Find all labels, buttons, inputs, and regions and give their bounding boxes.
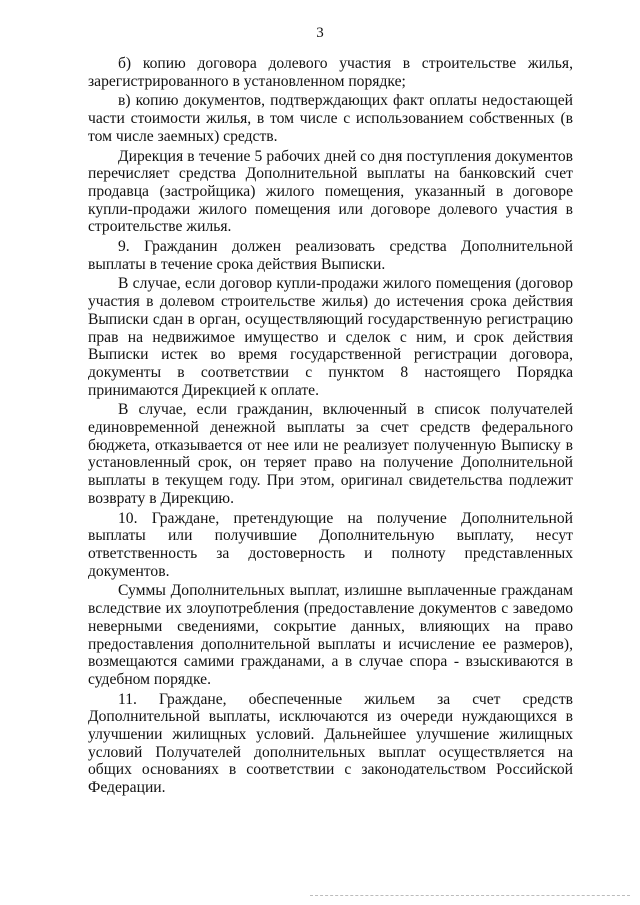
page-number: 3: [316, 25, 324, 41]
paragraph-clause-9: 9. Гражданин должен реализовать средства Дополнительной выплаты в течение срока действия Выписки.: [88, 238, 573, 273]
document-body: [88, 55, 573, 799]
paragraph-clause-11: 11. Граждане, обеспеченные жильем за счет средств Дополнительной выплаты, исключаются из очереди нуждающихся в улучшении жилищных условий. Дальнейшее улучшение жилищных условий Получателей дополнительных выплат осуществляется на общих основаниях в соответствии с законодательством Российской Федерации.: [88, 690, 573, 797]
paragraph-clause-10: 10. Граждане, претендующие на получение Дополнительной выплаты или получившие Дополнительную выплату, несут ответственность за достоверность и полноту представленных документов.: [88, 509, 573, 580]
paragraph-refusal-case: В случае, если гражданин, включенный в список получателей единовременной денежной выплаты за счет средств федерального бюджета, отказывается от нее или не реализует полученную Выписку в установленный срок, он теряет право на получение Дополнительной выплаты в текущем году. При этом, оригинал свидетельства подлежит возврату в Дирекцию.: [88, 401, 573, 507]
scan-edge-line: [310, 895, 630, 896]
paragraph-item-v: в) копию документов, подтверждающих факт оплаты недостающей части стоимости жилья, в том числе с использованием собственных (в том числе заемных) средств.: [88, 92, 573, 145]
paragraph-directorate-transfer: Дирекция в течение 5 рабочих дней со дня поступления документов перечисляет средства Дополнительной выплаты на банковский счет продавца (застройщика) жилого помещения, указанный в договоре купли-продажи жилого помещения или договоре долевого участия в строительстве жилья.: [88, 147, 573, 236]
paragraph-item-b: б) копию договора долевого участия в строительстве жилья, зарегистрированного в установленном порядке;: [88, 55, 573, 90]
paragraph-registration-case: В случае, если договор купли-продажи жилого помещения (договор участия в долевом строительстве жилья) до истечения срока действия Выписки сдан в орган, осуществляющий государственную регистрацию прав на недвижимое имущество и сделок с ним, и срок действия Выписки истек во время государственной регистрации договора, документы в соответствии с пунктом 8 настоящего Порядка принимаются Дирекцией к оплате.: [88, 275, 573, 399]
paragraph-overpayment: Суммы Дополнительных выплат, излишне выплаченные гражданам вследствие их злоупотребления (предоставление документов с заведомо неверными сведениями, сокрытие данных, влияющих на право предоставления дополнительной выплаты и исчисление ее размеров), возмещаются самими гражданами, а в случае спора - взыскиваются в судебном порядке.: [88, 582, 573, 688]
